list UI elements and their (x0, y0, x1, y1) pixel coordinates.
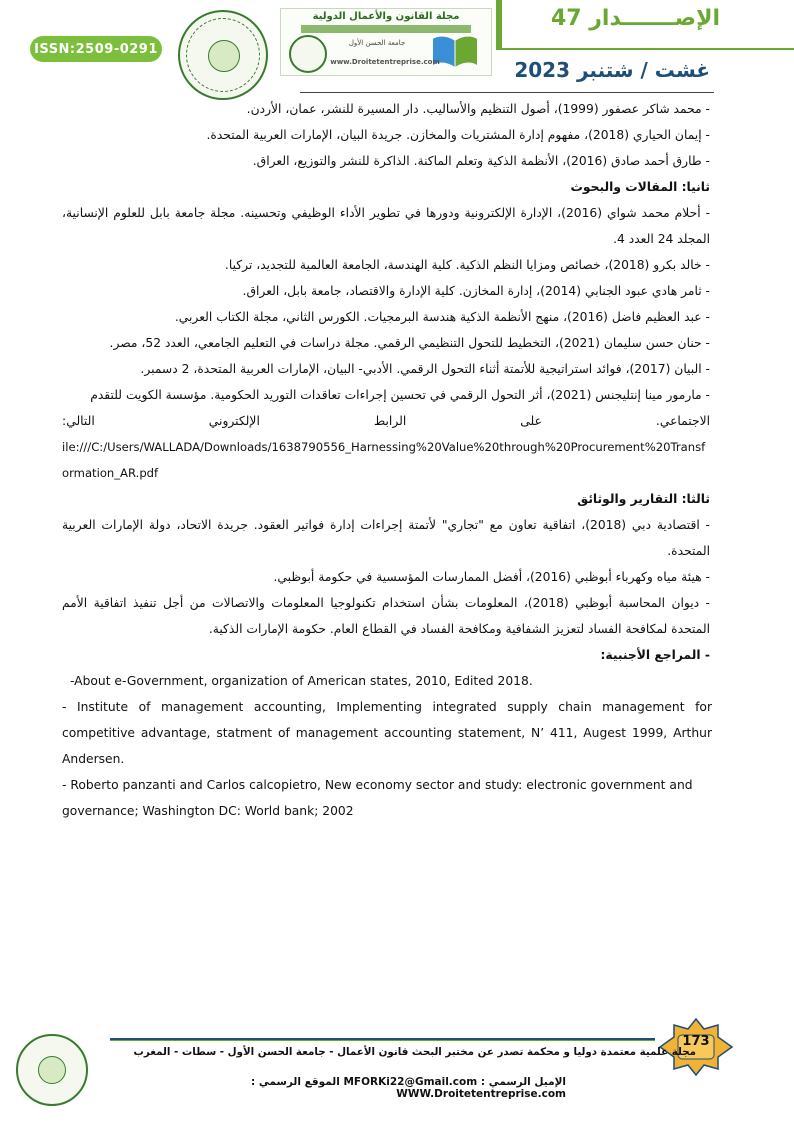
reference-item: - هيئة مياه وكهرباء أبوظبي (2016)، أفضل الممارسات المؤسسية في حكومة أبوظبي. (273, 570, 710, 584)
reference-item: - مارمور مينا إنتليجنس (2021)، أثر التحول الرقمي في تحسين إجراءات تعاقدات التوريد الحكومية. مؤسسة الكويت للتقدم (90, 388, 710, 402)
reference-item: - محمد شاكر عصفور (1999)، أصول التنظيم والأساليب. دار المسيرة للنشر، عمان، الأردن. (246, 102, 710, 116)
issue-number: الإصـــــــدار 47 (550, 6, 720, 31)
foreign-references-list (62, 668, 712, 824)
header-accent-bar (496, 0, 502, 50)
issn-badge: ISSN:2509-0291 (30, 36, 162, 62)
section-heading-foreign: - المراجع الأجنبية: (600, 648, 710, 662)
website-link[interactable]: WWW.Droitetentreprise.com (396, 1088, 566, 1100)
reference-url: ile:///C:/Users/WALLADA/Downloads/1638790556_Harnessing%20Value%20through%20Procurement%20Transformation_AR.pdf (62, 440, 706, 480)
header-accent-line (500, 48, 794, 50)
journal-subtitle-bar (301, 25, 471, 33)
reference-item: - ديوان المحاسبة أبوظبي (2018)، المعلومات بشأن استخدام تكنولوجيا المعلومات والاتصالات من أجل تنفيذ اتفاقية الأمم المتحدة لمكافحة الفساد لتعزيز الشفافية ومكافحة الفساد في القطاع العام. حكومة الإمارات الذكية. (62, 596, 710, 636)
section-heading-articles: ثانيا: المقالات والبحوث (570, 180, 710, 194)
lab-seal-logo (178, 10, 268, 100)
email-label: الإميل الرسمي : (480, 1076, 566, 1088)
reference-item: - أحلام محمد شواي (2016)، الإدارة الإلكترونية ودورها في تطوير الأداء الوظيفي وتحسينه. مجلة جامعة بابل للعلوم الإنسانية، المجلد 24 العدد 4. (62, 206, 711, 246)
reference-item: - Roberto panzanti and Carlos calcopietro, New economy sector and study: electronic government and governance; Washington DC: World bank; 2002 (62, 778, 693, 818)
page-number: 173 (682, 1034, 710, 1049)
reference-item-continued: الاجتماعي. على الرابط الإلكتروني التالي: (62, 414, 710, 428)
journal-website: www.Droitetentreprise.com (330, 58, 440, 66)
footer-seal-logo (16, 1034, 88, 1106)
reference-item: - حنان حسن سليمان (2021)، التخطيط للتحول التنظيمي الرقمي. مجلة دراسات في التعليم الجامعي، العدد 52، مصر. (109, 336, 710, 350)
references-list (62, 96, 710, 668)
reference-item: - البيان (2017)، فوائد استراتيجية للأتمتة أثناء التحول الرقمي. الأدبي- البيان، الإمارات العربية المتحدة، 2 دسمبر. (140, 362, 710, 376)
reference-item: - ثامر هادي عبود الجنابي (2014)، إدارة المخازن. كلية الإدارة والاقتصاد، جامعة بابل، العراق. (242, 284, 710, 298)
email-address[interactable]: MFORKi22@Gmail.com (343, 1076, 478, 1088)
reference-item: - خالد بكرو (2018)، خصائص ومزايا النظم الذكية. كلية الهندسة، الجامعة العالمية للتجديد، تركيا. (224, 258, 710, 272)
footer-contact (96, 1076, 566, 1100)
footer-rule-accent (110, 1040, 655, 1041)
issue-date: غشت / شتنبر 2023 (514, 58, 710, 82)
reference-item: - عبد العظيم فاضل (2016)، منهج الأنظمة الذكية هندسة البرمجيات. الكورس الثاني، مجلة الكتاب العربي. (174, 310, 710, 324)
reference-item: -About e-Government, organization of American states, 2010, Edited 2018. (70, 674, 533, 688)
reference-item: - اقتصادية دبي (2018)، اتفاقية تعاون مع "تجاري" لأتمتة إجراءات إدارة فواتير العقود. جريدة الاتحاد، دولة الإمارات العربية المتحدة. (62, 518, 710, 558)
journal-university: جامعة الحسن الأول (348, 39, 406, 47)
journal-title: مجلة القانون والأعمال الدولية (312, 11, 460, 22)
reference-item: - طارق أحمد صادق (2016)، الأنظمة الذكية وتعلم الماكنة. الذاكرة للنشر والتوزيع، العراق. (252, 154, 710, 168)
site-label: الموقع الرسمي : (251, 1076, 340, 1088)
header-rule (300, 92, 714, 93)
footer-journal-description: مجلة علمية معتمدة دوليا و محكمة تصدر عن مختبر البحث قانون الأعمال - جامعة الحسن الأول - سطات - المغرب (133, 1046, 696, 1058)
reference-item: - Institute of management accounting, Implementing integrated supply chain management for competitive advantage, statment of management accounting statement, N’ 411, Augest 1999, Arthur Andersen. (62, 700, 712, 766)
journal-seal-icon (289, 35, 327, 73)
section-heading-reports: ثالثا: التقارير والوثائق (577, 492, 710, 506)
reference-item: - إيمان الحياري (2018)، مفهوم إدارة المشتريات والمخازن. جريدة البيان، الإمارات العربية المتحدة. (206, 128, 710, 142)
